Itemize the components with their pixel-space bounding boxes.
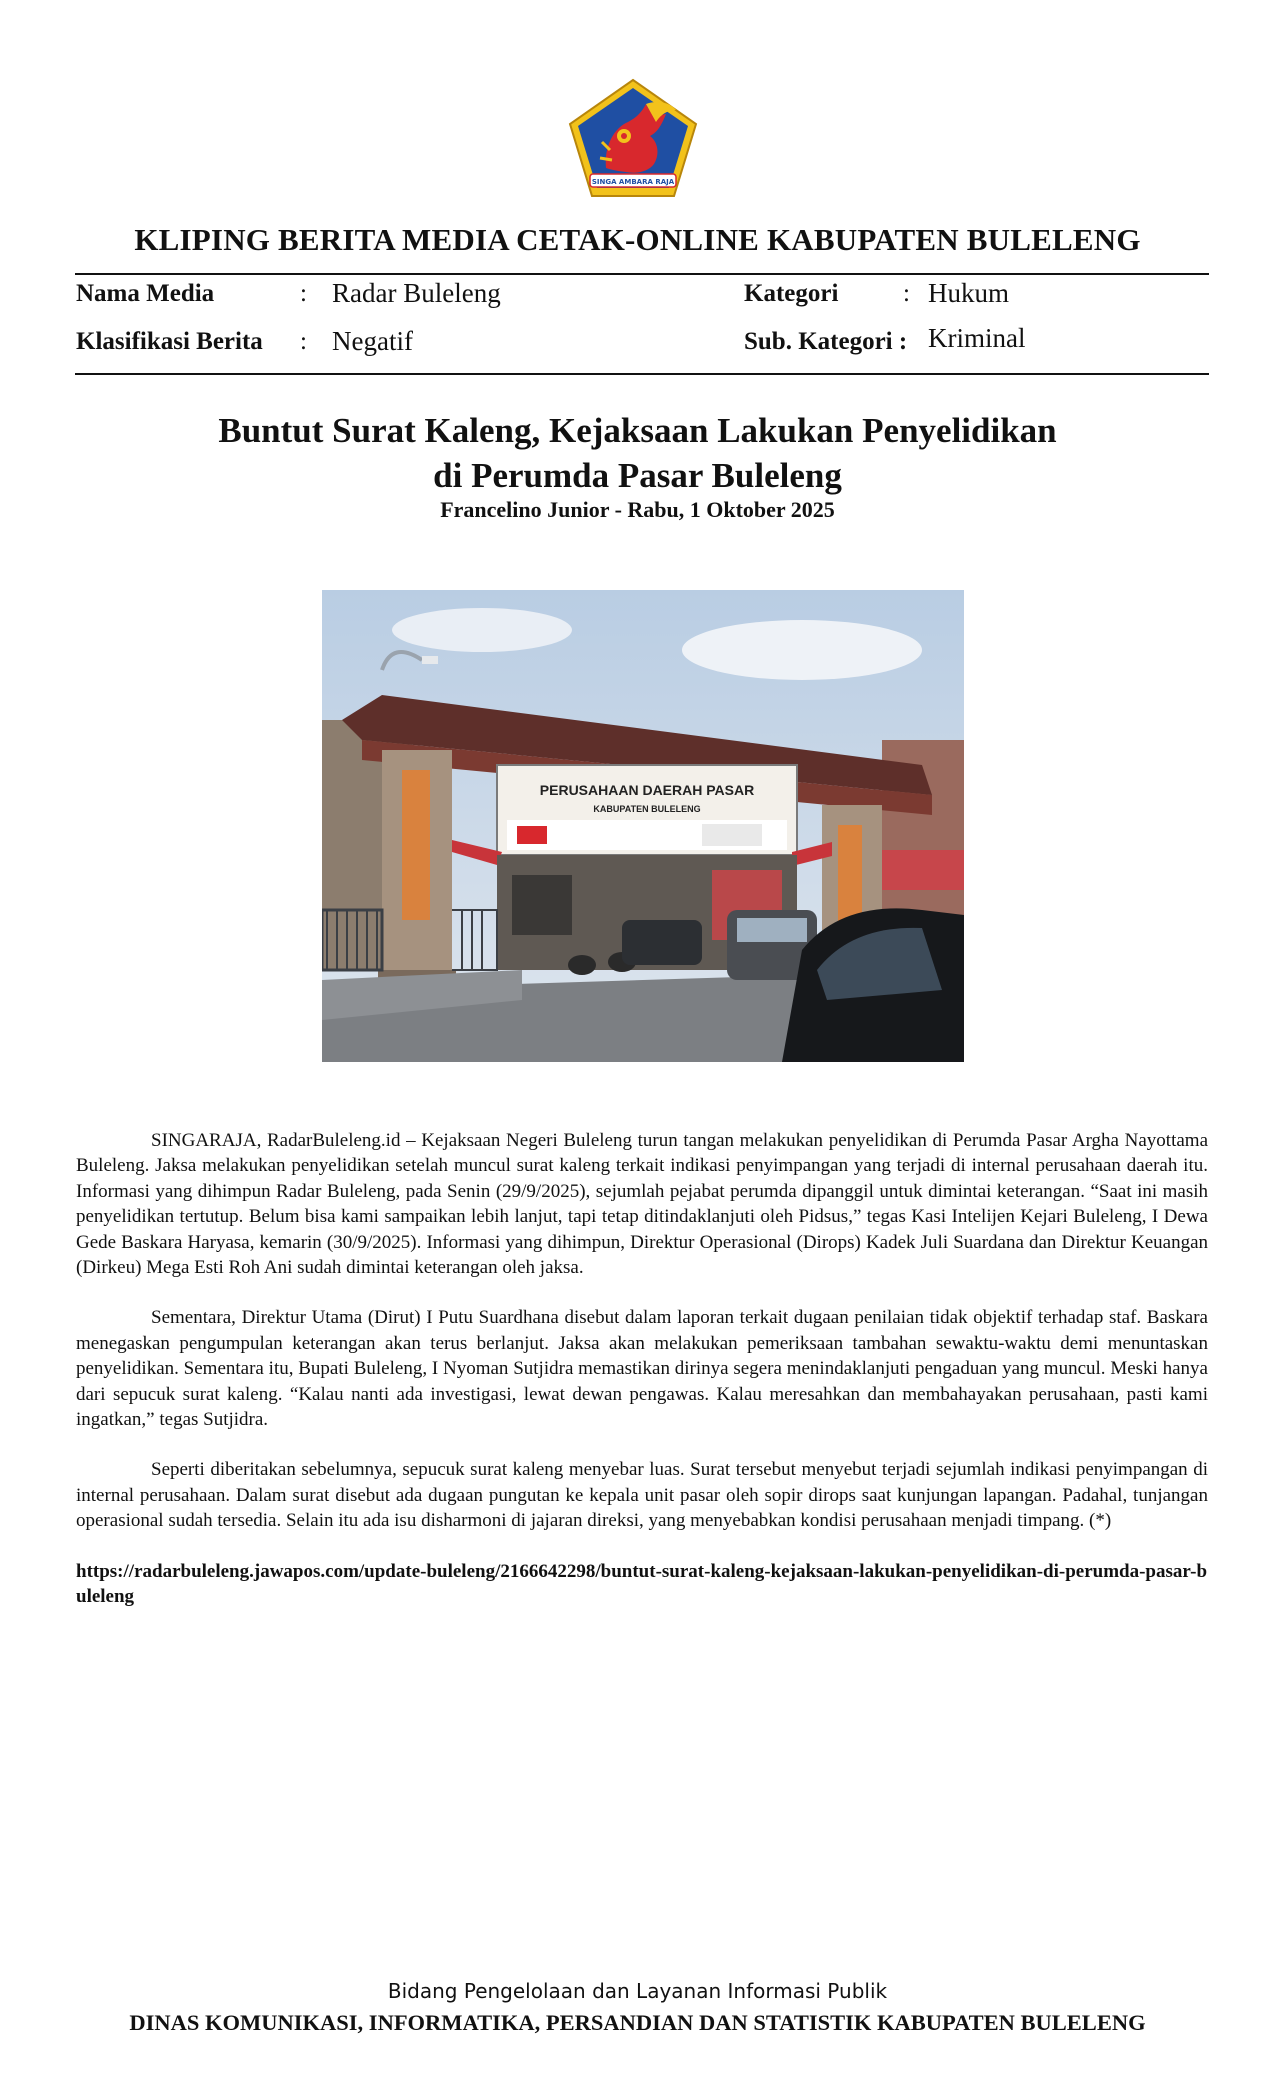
article-paragraph-1: SINGARAJA, RadarBuleleng.id – Kejaksaan Negeri Buleleng turun tangan melakukan penyelidikan di Perumda Pasar Argha Nayottama Buleleng. Jaksa melakukan penyelidikan setelah muncul surat kaleng terkait indikasi penyimpangan yang terjadi di internal perusahaan daerah itu. Informasi yang dihimpun Radar Buleleng, pada Senin (29/9/2025), sejumlah pejabat perumda dipanggil untuk dimintai keterangan. “Saat ini masih penyelidikan tertutup. Belum bisa kami sampaikan lebih lanjut, tapi tetap ditindaklanjuti oleh Pidsus,” tegas Kasi Intelijen Kejari Buleleng, I Dewa Gede Baskara Haryasa, kemarin (30/9/2025). Informasi yang dihimpun, Direktur Operasional (Dirops) Kadek Juli Suardana dan Direktur Keuangan (Dirkeu) Mega Esti Roh Ani sudah dimintai keterangan oleh jaksa.	[76, 1130, 1208, 1279]
svg-text:SINGA AMBARA RAJA: SINGA AMBARA RAJA	[591, 178, 675, 186]
footer-agency: DINAS KOMUNIKASI, INFORMATIKA, PERSANDIAN DAN STATISTIK KABUPATEN BULELENG	[129, 2010, 1146, 2035]
regency-crest-logo	[566, 76, 700, 200]
article-byline: Francelino Junior - Rabu, 1 Oktober 2025	[440, 497, 835, 522]
media-value: Radar Buleleng	[332, 278, 501, 308]
classification-colon: :	[300, 328, 307, 355]
article-paragraph-2: Sementara, Direktur Utama (Dirut) I Putu Suardhana disebut dalam laporan terkait dugaan penilaian tidak objektif terhadap staf. Baskara menegaskan pengumpulan keterangan akan terus berlanjut. Jaksa akan melakukan pemeriksaan tambahan sewaktu-waktu demi menuntaskan penyelidikan. Sementara itu, Bupati Buleleng, I Nyoman Sutjidra memastikan dirinya segera menindaklanjuti pengaduan yang muncul. Meski hanya dari sepucuk surat kaleng. “Kalau nanti ada investigasi, lewat dewan pengawas. Kalau meresahkan dan membahayakan perusahaan, pasti kami ingatkan,” tegas Sutjidra.	[76, 1307, 1208, 1431]
category-label: Kategori	[744, 280, 839, 307]
subcategory-value: Kriminal	[928, 323, 1026, 353]
article-body	[76, 1128, 1208, 1635]
media-label: Nama Media	[76, 280, 215, 307]
classification-value: Negatif	[332, 326, 413, 356]
article-photo	[322, 590, 964, 1062]
footer-division: Bidang Pengelolaan dan Layanan Informasi Publik	[387, 1979, 888, 2003]
document-title: KLIPING BERITA MEDIA CETAK-ONLINE KABUPATEN BULELENG	[134, 222, 1141, 257]
source-url-link[interactable]: https://radarbuleleng.jawapos.com/update-buleleng/2166642298/buntut-surat-kaleng-kejaksaan-lakukan-penyelidikan-di-perumda-pasar-buleleng	[76, 1560, 1208, 1608]
category-value: Hukum	[928, 278, 1009, 308]
headline-line-2: di Perumda Pasar Buleleng	[433, 456, 842, 495]
article-paragraph-3: Seperti diberitakan sebelumnya, sepucuk surat kaleng menyebar luas. Surat tersebut menyebut terjadi sejumlah indikasi penyimpangan di internal perusahaan. Dalam surat disebut ada dugaan pungutan ke kepala unit pasar oleh sopir dirops saat kunjungan lapangan. Padahal, tunjangan operasional sudah tersedia. Selain itu ada isu disharmoni di jajaran direksi, yang menyebabkan kondisi perusahaan menjadi timpang. (*)	[76, 1459, 1208, 1532]
article-headline	[0, 408, 1275, 498]
header-rule-bottom	[75, 373, 1209, 375]
headline-line-1: Buntut Surat Kaleng, Kejaksaan Lakukan Penyelidikan	[218, 411, 1057, 450]
classification-label: Klasifikasi Berita	[76, 328, 263, 355]
svg-text:KABUPATEN BULELENG: KABUPATEN BULELENG	[593, 804, 701, 814]
category-colon: :	[903, 280, 910, 307]
media-colon: :	[300, 280, 307, 307]
header-rule-top	[75, 273, 1209, 275]
subcategory-label: Sub. Kategori :	[744, 328, 908, 355]
svg-text:PERUSAHAAN DAERAH PASAR: PERUSAHAAN DAERAH PASAR	[539, 782, 755, 798]
